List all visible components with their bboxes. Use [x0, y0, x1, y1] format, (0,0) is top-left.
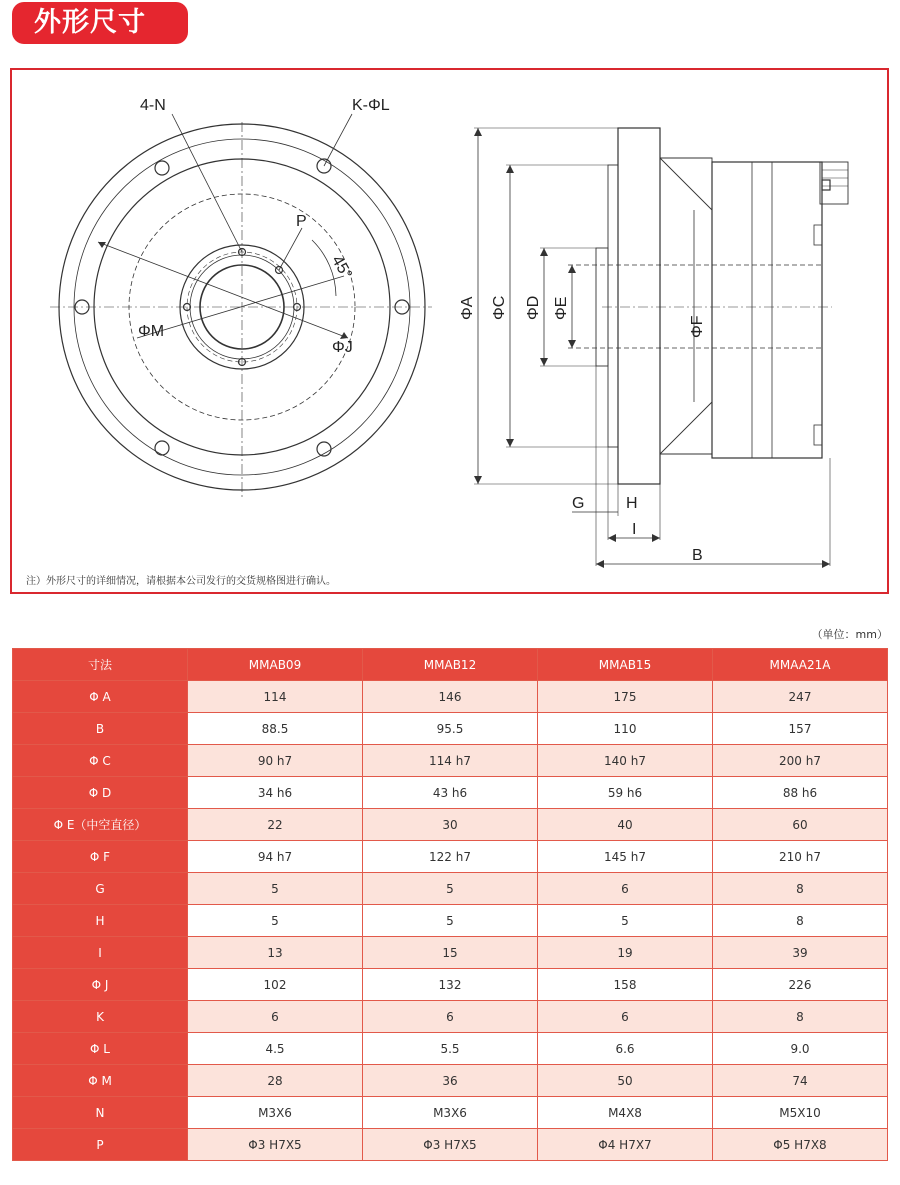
table-cell: 6	[363, 1001, 538, 1033]
table-row	[13, 905, 888, 937]
table-cell: M3X6	[363, 1097, 538, 1129]
table-cell: 6	[538, 1001, 713, 1033]
table-cell: 200 h7	[713, 745, 888, 777]
row-label: P	[13, 1129, 188, 1161]
row-label: Φ L	[13, 1033, 188, 1065]
row-label: Φ C	[13, 745, 188, 777]
table-cell: 132	[363, 969, 538, 1001]
header-mmab15: MMAB15	[538, 649, 713, 681]
table-cell: 90 h7	[188, 745, 363, 777]
drawing-frame	[10, 68, 889, 594]
table-cell: M5X10	[713, 1097, 888, 1129]
label-a: ΦA	[459, 296, 476, 320]
label-kl: K-ΦL	[352, 97, 390, 114]
table-row	[13, 713, 888, 745]
table-row	[13, 1065, 888, 1097]
table-cell: Φ3 H7X5	[363, 1129, 538, 1161]
table-cell: 22	[188, 809, 363, 841]
row-label: Φ D	[13, 777, 188, 809]
outer-hole-tl	[155, 161, 169, 175]
row-label: G	[13, 873, 188, 905]
table-row	[13, 969, 888, 1001]
table-cell: 102	[188, 969, 363, 1001]
table-cell: 8	[713, 905, 888, 937]
table-cell: Φ5 H7X8	[713, 1129, 888, 1161]
row-label: I	[13, 937, 188, 969]
table-cell: 5	[538, 905, 713, 937]
table-cell: 175	[538, 681, 713, 713]
table-cell: 210 h7	[713, 841, 888, 873]
row-label: N	[13, 1097, 188, 1129]
table-cell: 36	[363, 1065, 538, 1097]
table-row	[13, 681, 888, 713]
table-cell: M3X6	[188, 1097, 363, 1129]
table-row	[13, 1001, 888, 1033]
row-label: K	[13, 1001, 188, 1033]
table-cell: 60	[713, 809, 888, 841]
table-row	[13, 809, 888, 841]
table-row	[13, 777, 888, 809]
table-cell: 50	[538, 1065, 713, 1097]
row-label: Φ F	[13, 841, 188, 873]
label-e: ΦE	[553, 296, 570, 320]
table-row	[13, 1033, 888, 1065]
table-cell: 30	[363, 809, 538, 841]
table-cell: 5	[188, 905, 363, 937]
table-row	[13, 873, 888, 905]
table-cell: 19	[538, 937, 713, 969]
table-cell: 28	[188, 1065, 363, 1097]
table-row	[13, 841, 888, 873]
table-row	[13, 1097, 888, 1129]
table-cell: 39	[713, 937, 888, 969]
table-cell: 5	[363, 873, 538, 905]
table-cell: 34 h6	[188, 777, 363, 809]
table-cell: 122 h7	[363, 841, 538, 873]
table-cell: Φ4 H7X7	[538, 1129, 713, 1161]
label-j: ΦJ	[332, 339, 353, 356]
table-cell: 226	[713, 969, 888, 1001]
label-p: P	[296, 213, 307, 230]
table-cell: 95.5	[363, 713, 538, 745]
outer-hole-bl	[155, 441, 169, 455]
table-cell: 5	[363, 905, 538, 937]
table-cell: 15	[363, 937, 538, 969]
label-i: I	[632, 521, 637, 538]
table-cell: 88 h6	[713, 777, 888, 809]
table-cell: 13	[188, 937, 363, 969]
header-mmaa21a: MMAA21A	[713, 649, 888, 681]
header-mmab09: MMAB09	[188, 649, 363, 681]
label-m: ΦM	[138, 323, 165, 340]
header-dimension: 寸法	[13, 649, 188, 681]
label-4n: 4-N	[140, 97, 166, 114]
table-cell: 145 h7	[538, 841, 713, 873]
table-cell: 4.5	[188, 1033, 363, 1065]
table-row	[13, 745, 888, 777]
label-h: H	[626, 495, 638, 512]
table-cell: 74	[713, 1065, 888, 1097]
table-cell: 114	[188, 681, 363, 713]
label-g: G	[572, 495, 585, 512]
table-body	[13, 681, 888, 1161]
label-45: 45°	[328, 252, 355, 283]
table-cell: 5	[188, 873, 363, 905]
table-cell: 94 h7	[188, 841, 363, 873]
table-cell: 5.5	[363, 1033, 538, 1065]
label-b: B	[692, 547, 703, 564]
drawing-note: 注）外形尺寸的详细情况，请根据本公司发行的交货规格图进行确认。	[26, 576, 336, 587]
table-header-row	[13, 649, 888, 681]
row-label: Φ A	[13, 681, 188, 713]
label-d: ΦD	[525, 295, 542, 320]
table-cell: 88.5	[188, 713, 363, 745]
table-cell: 6	[538, 873, 713, 905]
label-f: ΦF	[689, 315, 706, 338]
table-cell: 40	[538, 809, 713, 841]
table-cell: 114 h7	[363, 745, 538, 777]
spec-table	[12, 648, 888, 1161]
table-cell: 9.0	[713, 1033, 888, 1065]
row-label: H	[13, 905, 188, 937]
row-label: Φ M	[13, 1065, 188, 1097]
table-cell: 110	[538, 713, 713, 745]
table-cell: 6	[188, 1001, 363, 1033]
table-cell: 6.6	[538, 1033, 713, 1065]
table-cell: 8	[713, 873, 888, 905]
table-cell: Φ3 H7X5	[188, 1129, 363, 1161]
dimension-drawing	[12, 70, 887, 592]
unit-label: （单位：mm）	[811, 628, 888, 641]
table-cell: 158	[538, 969, 713, 1001]
table-cell: 8	[713, 1001, 888, 1033]
table-row	[13, 1129, 888, 1161]
row-label: B	[13, 713, 188, 745]
side-flange	[618, 128, 660, 484]
table-cell: 140 h7	[538, 745, 713, 777]
table-row	[13, 937, 888, 969]
row-label: Φ J	[13, 969, 188, 1001]
table-cell: 59 h6	[538, 777, 713, 809]
header-mmab12: MMAB12	[363, 649, 538, 681]
table-cell: 43 h6	[363, 777, 538, 809]
label-c: ΦC	[491, 295, 508, 320]
table-cell: 146	[363, 681, 538, 713]
table-cell: M4X8	[538, 1097, 713, 1129]
section-title: 外形尺寸	[12, 2, 188, 44]
table-cell: 247	[713, 681, 888, 713]
row-label: Φ E（中空直径）	[13, 809, 188, 841]
table-cell: 157	[713, 713, 888, 745]
